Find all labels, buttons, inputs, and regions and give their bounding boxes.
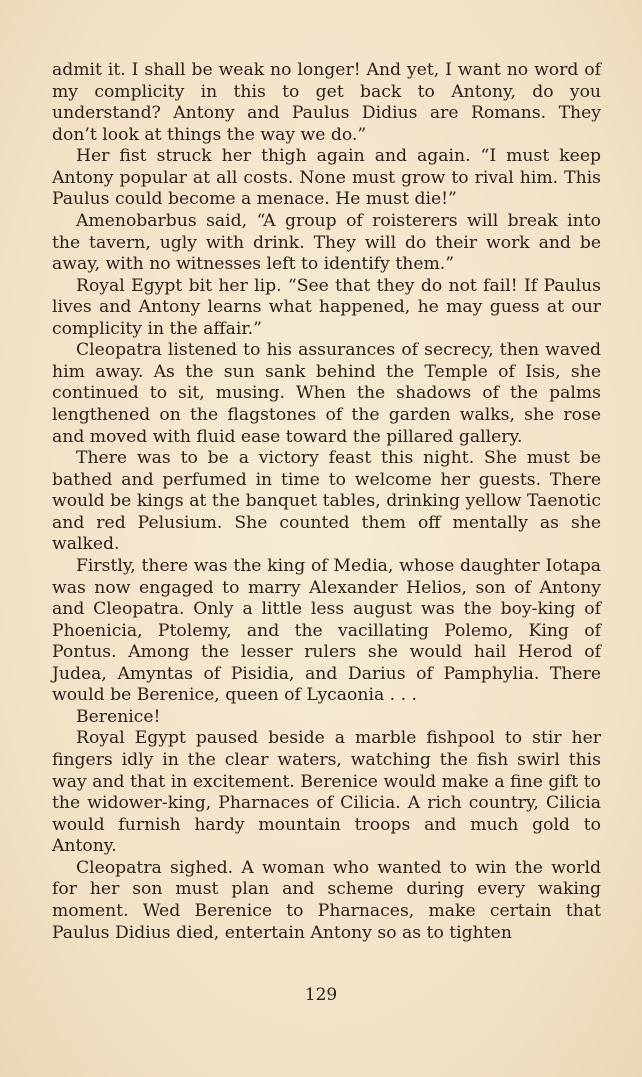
paragraph: Firstly, there was the king of Media, whose daughter Iotapa was now engaged to marry Alexander Helios, son of Antony and Cleopatra. Only a little less august was the boy-king of Phoenicia, Ptolemy, and the vacillating Polemo, King of Pontus. Among the lesser rulers she would hail Herod of Judea, Amyntas of Pisidia, and Darius of Pamphylia. There would be Berenice, queen of Lycaonia . . . <box>52 555 601 706</box>
body-text <box>52 60 601 944</box>
paragraph-continued: admit it. I shall be weak no longer! And yet, I want no word of my complicity in this to get back to Antony, do you understand? Antony and Paulus Didius are Romans. They don’t look at things the way we do.” <box>52 60 601 145</box>
paragraph: Amenobarbus said, “A group of roisterers will break into the tavern, ugly with drink. They will do their work and be away, with no witnesses left to identify them.” <box>52 210 601 275</box>
paragraph: Cleopatra listened to his assurances of secrecy, then waved him away. As the sun sank behind the Temple of Isis, she continued to sit, musing. When the shadows of the palms lengthened on the flagstones of the garden walks, she rose and moved with fluid ease toward the pillared gallery. <box>52 340 601 447</box>
paragraph: Royal Egypt paused beside a marble fishpool to stir her fingers idly in the clear waters, watching the fish swirl this way and that in excitement. Berenice would make a fine gift to the widower-king, Pharnaces of Cilicia. A rich country, Cilicia would furnish hardy mountain troops and much gold to Antony. <box>52 728 601 857</box>
paragraph: Berenice! <box>76 706 161 727</box>
paragraph: Royal Egypt bit her lip. “See that they do not fail! If Paulus lives and Antony learns what happened, he may guess at our complicity in the affair.” <box>52 275 601 339</box>
paragraph: There was to be a victory feast this night. She must be bathed and perfumed in time to welcome her guests. There would be kings at the banquet tables, drinking yellow Taenotic and red Pelusium. She counted them off mentally as she walked. <box>52 448 601 555</box>
paragraph: Her fist struck her thigh again and again. “I must keep Antony popular at all costs. None must grow to rival him. This Paulus could become a menace. He must die!” <box>52 146 601 210</box>
paragraph: Cleopatra sighed. A woman who wanted to win the world for her son must plan and scheme during every waking moment. Wed Berenice to Pharnaces, make certain that Paulus Didius died, entertain Antony so as to tighten <box>52 857 601 943</box>
page-number: 129 <box>304 985 338 1005</box>
